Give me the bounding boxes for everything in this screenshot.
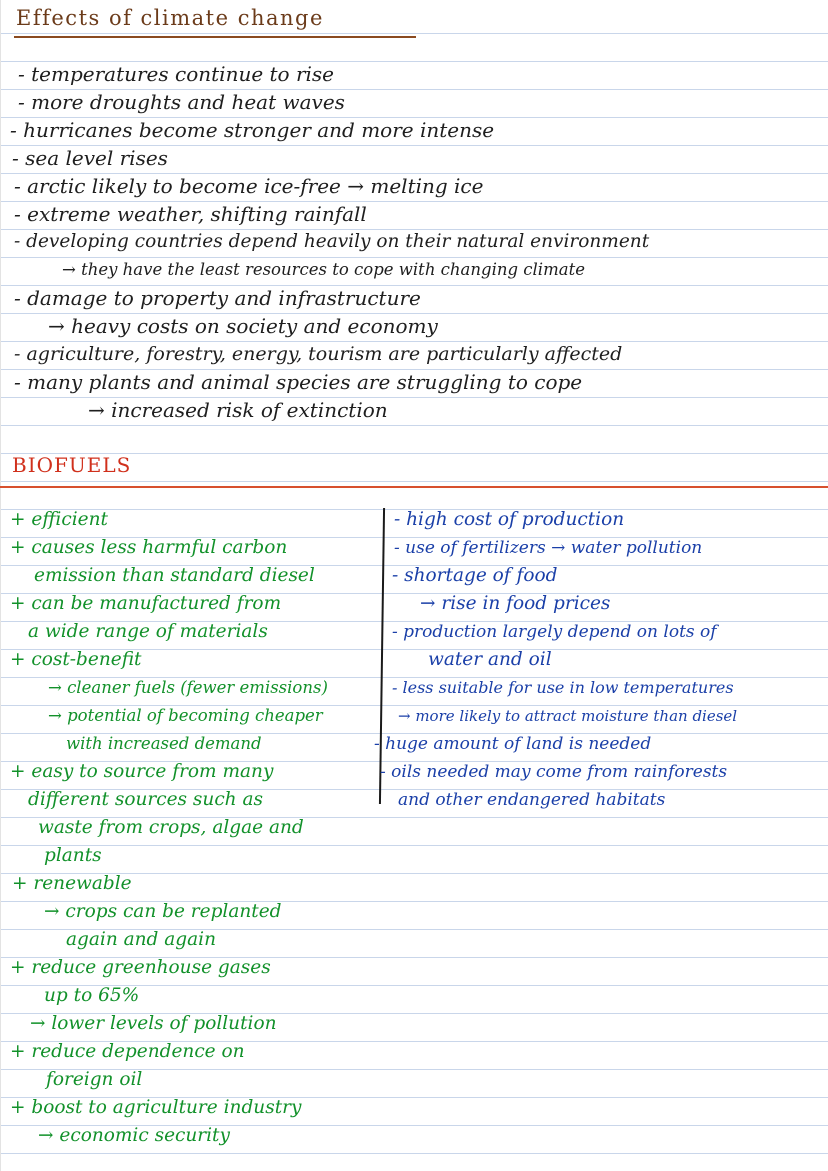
pro-line: + reduce dependence on xyxy=(10,1041,245,1062)
pro-line: + reduce greenhouse gases xyxy=(10,957,271,978)
climate-line: - temperatures continue to rise xyxy=(18,62,335,86)
con-line: - huge amount of land is needed xyxy=(374,734,652,754)
climate-line: - hurricanes become stronger and more intense xyxy=(10,118,495,142)
pro-line: with increased demand xyxy=(66,734,262,753)
con-line: water and oil xyxy=(428,649,552,670)
pro-line: up to 65% xyxy=(44,985,140,1006)
climate-line: → heavy costs on society and economy xyxy=(48,314,438,338)
pro-line: → cleaner fuels (fewer emissions) xyxy=(48,678,328,697)
climate-title: Effects of climate change xyxy=(16,6,324,30)
climate-line: → increased risk of extinction xyxy=(88,398,388,422)
pro-line: + renewable xyxy=(12,873,132,894)
section-rule xyxy=(0,486,828,488)
climate-line: - developing countries depend heavily on their natural environment xyxy=(14,231,650,252)
pro-line: + efficient xyxy=(10,509,108,530)
con-line: - production largely depend on lots of xyxy=(392,622,717,642)
con-line: → more likely to attract moisture than diesel xyxy=(398,707,738,725)
con-line: → rise in food prices xyxy=(420,593,611,614)
pro-line: → crops can be replanted xyxy=(44,901,282,922)
pro-line: emission than standard diesel xyxy=(34,565,315,586)
con-line: - high cost of production xyxy=(394,509,625,530)
pro-line: plants xyxy=(44,845,102,866)
pro-line: + cost-benefit xyxy=(10,649,142,670)
pro-line: a wide range of materials xyxy=(28,621,268,642)
title-underline xyxy=(14,36,416,38)
climate-line: - agriculture, forestry, energy, tourism are particularly affected xyxy=(14,343,623,365)
climate-line: - more droughts and heat waves xyxy=(18,90,345,114)
pro-line: → lower levels of pollution xyxy=(30,1013,277,1034)
climate-line: - sea level rises xyxy=(12,146,168,170)
con-line: - oils needed may come from rainforests xyxy=(380,762,728,782)
climate-line: - damage to property and infrastructure xyxy=(14,286,421,310)
con-line: - shortage of food xyxy=(392,565,558,586)
con-line: - use of fertilizers → water pollution xyxy=(394,538,703,558)
biofuels-title: BIOFUELS xyxy=(12,453,132,477)
pro-line: foreign oil xyxy=(46,1069,143,1090)
pro-line: → economic security xyxy=(38,1125,230,1146)
climate-line: - arctic likely to become ice-free → melting ice xyxy=(14,174,484,198)
pro-line: again and again xyxy=(66,929,217,950)
pro-line: + causes less harmful carbon xyxy=(10,537,288,558)
climate-line: - many plants and animal species are struggling to cope xyxy=(14,370,583,394)
pro-line: waste from crops, algae and xyxy=(38,817,304,838)
climate-line: - extreme weather, shifting rainfall xyxy=(14,202,367,226)
pro-line: → potential of becoming cheaper xyxy=(48,706,323,725)
con-line: and other endangered habitats xyxy=(398,790,666,810)
pro-line: + easy to source from many xyxy=(10,761,274,782)
con-line: - less suitable for use in low temperatures xyxy=(392,678,734,697)
climate-line: → they have the least resources to cope with changing climate xyxy=(62,260,585,279)
pro-line: different sources such as xyxy=(28,789,263,810)
pro-line: + can be manufactured from xyxy=(10,593,282,614)
pro-line: + boost to agriculture industry xyxy=(10,1097,302,1118)
